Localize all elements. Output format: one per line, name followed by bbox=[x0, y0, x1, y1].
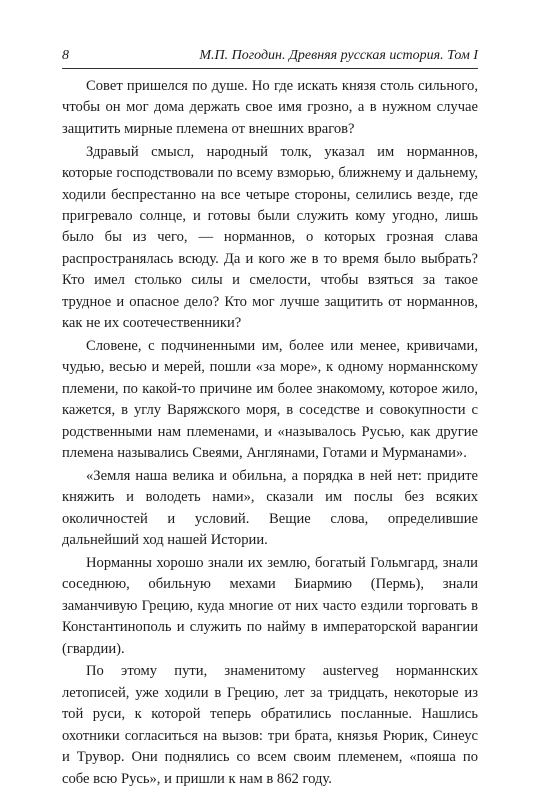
running-header bbox=[62, 46, 478, 69]
body-text bbox=[62, 76, 478, 791]
paragraph: «Земля наша велика и обильна, а порядка в ней нет: придите княжить и володеть нами», сказали им послы без всяких околичностей и условий. Вещие слова, определившие дальнейший ход нашей Истории. bbox=[62, 467, 478, 549]
paragraph: Словене, с подчиненными им, более или менее, кривичами, чудью, весью и мерей, пошли «за море», к одному норманнскому племени, по какой-то причине им более знакомому, которое жило, кажется, в углу Варяжского моря, в соседстве и совокупности с родственными нам племенами, и «называлось Русью, как другие племена назывались Свеями, Англянами, Готами и Мурманами». bbox=[62, 337, 478, 461]
paragraph: Здравый смысл, народный толк, указал им норманнов, которые господствовали по всему взморью, ближнему и дальнему, ходили беспрестанно на все четыре стороны, селились везде, где пригревало солнце, и готовы были служить кому угодно, лишь было бы из чего, — норманнов, о которых грозная слава распространялась всюду. Да и кого же в то время было выбрать? Кто имел столько силы и смелости, чтобы взяться за такое трудное и опасное дело? Кто мог лучше защитить от норманнов, как не их соотечественники? bbox=[62, 143, 478, 331]
paragraph: По этому пути, знаменитому austerveg норманнских летописей, уже ходили в Грецию, лет за тридцать, некоторые из той руси, к которой теперь обратились посланные. Нашлись охотники согласиться на вызов: три брата, князья Рюрик, Синеус и Трувор. Они поднялись со всем своим племенем, «пояша по собе всю Русь», и пришли к нам в 862 году. bbox=[62, 663, 478, 787]
paragraph: Норманны хорошо знали их землю, богатый Гольмгард, знали соседнюю, обильную мехами Биармию (Пермь), знали заманчивую Грецию, куда многие от них часто ездили торговать в Константинополь и служить по найму в императорской варангии (гвардии). bbox=[62, 554, 478, 657]
paragraph: Совет пришелся по душе. Но где искать князя столь сильного, чтобы он мог дома держать свое имя грозно, а в нужном случае защитить мирные племена от внешних врагов? bbox=[62, 78, 478, 137]
page-number: 8 bbox=[62, 48, 69, 63]
running-title: М.П. Погодин. Древняя русская история. Том I bbox=[199, 48, 478, 63]
